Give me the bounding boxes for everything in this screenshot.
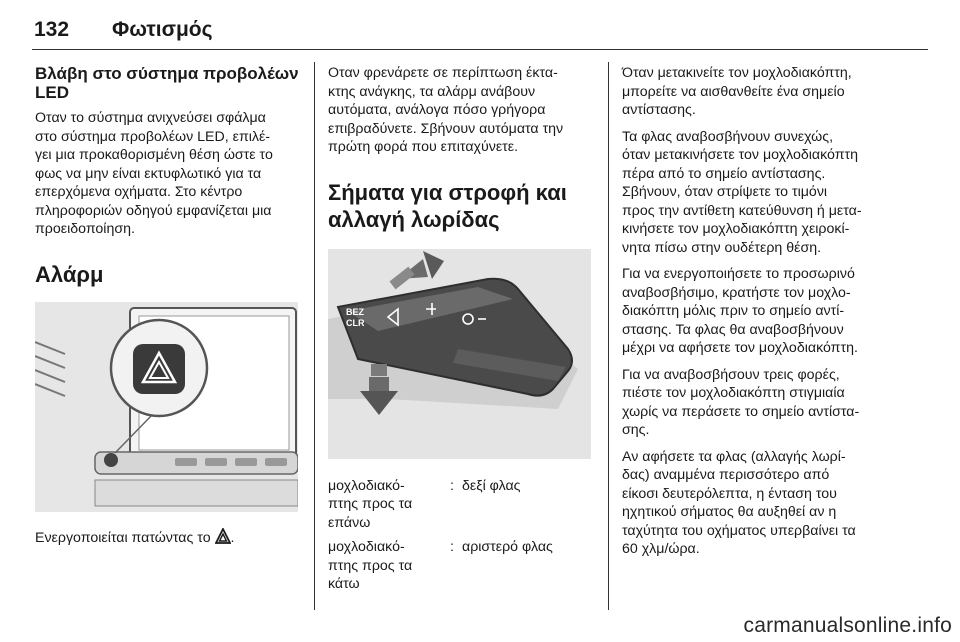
heading-turn-signals-line-2: αλλαγή λωρίδας bbox=[328, 206, 500, 232]
heading-alarm: Αλάρμ bbox=[35, 261, 104, 287]
text-line: κάτω bbox=[328, 576, 360, 592]
text-line: προς την αντίθετη κατεύθυνση ή μετα- bbox=[622, 202, 862, 219]
text-line: Αν αφήσετε τα φλας (αλλαγής λωρί- bbox=[622, 448, 846, 465]
column-1 bbox=[35, 64, 303, 549]
text-line: πρώτη φορά που επιταχύνετε. bbox=[328, 139, 519, 155]
text-line: στασης. Τα φλας θα αναβοσβήνουν bbox=[622, 321, 844, 338]
definition-colon: : bbox=[450, 477, 454, 494]
paragraph-three-flashes bbox=[622, 366, 912, 440]
text-line: Για να αναβοσβήσουν τρεις φορές, bbox=[622, 366, 840, 383]
heading-led-fault bbox=[35, 64, 303, 102]
text-line: πληροφοριών οδηγού εμφανίζεται μια bbox=[35, 202, 272, 219]
text-line: νητα πίσω στην ουδέτερη θέση. bbox=[622, 239, 822, 256]
text-line: πιέστε τον μοχλοδιακόπτη στιγμιαία bbox=[622, 385, 845, 401]
hazard-switch-illustration bbox=[35, 302, 298, 512]
running-title: Φωτισμός bbox=[112, 18, 213, 41]
text-line: όταν μετακινήσετε τον μοχλοδιακόπτη bbox=[622, 147, 858, 163]
stalk-label-bez: BEZ bbox=[346, 306, 364, 317]
text-line: μοχλοδιακό- bbox=[328, 539, 405, 555]
text-line: Τα φλας αναβοσβήνουν συνεχώς, bbox=[622, 128, 834, 145]
stalk-label-clr: CLR bbox=[346, 317, 365, 328]
definition-term bbox=[328, 538, 438, 594]
text-line: είκοσι δευτερόλεπτα, η ένταση του bbox=[622, 485, 837, 502]
heading-turn-signals-line-1: Σήματα για στροφή και bbox=[328, 179, 567, 205]
text-line: μπορείτε να αισθανθείτε ένα σημείο bbox=[622, 83, 845, 100]
text-line: επάνω bbox=[328, 514, 371, 531]
heading-led-fault-line-2: LED bbox=[35, 83, 69, 102]
dashboard-hazard-drawing bbox=[35, 302, 298, 512]
definition-colon: : bbox=[450, 539, 454, 555]
definition-term bbox=[328, 477, 438, 533]
text-line: στο σύστημα προβολέων LED, επιλέ- bbox=[35, 128, 271, 145]
text-line: πτης προς τα bbox=[328, 557, 413, 574]
text-line: κινήσετε τον μοχλοδιακόπτη χειροκί- bbox=[622, 221, 850, 237]
column-2 bbox=[328, 64, 596, 600]
text-line: χωρίς να περάσετε το σημείο αντίστα- bbox=[622, 403, 860, 420]
text-line: δας) αναμμένα περισσότερο από bbox=[622, 467, 830, 483]
definition-desc: αριστερό φλας bbox=[462, 539, 553, 555]
text-line: επιβραδύνετε. Σβήνουν αυτόματα την bbox=[328, 120, 564, 137]
paragraph-warning-tone bbox=[622, 448, 912, 559]
text-line: 60 χλμ/ώρα. bbox=[622, 541, 700, 557]
text-line: γει μια προκαθορισμένη θέση ώστε το bbox=[35, 147, 273, 163]
turn-signal-lever-illustration bbox=[328, 249, 591, 459]
column-3 bbox=[622, 64, 912, 559]
watermark[interactable]: carmanualsonline.info bbox=[743, 614, 952, 637]
text-line: φως να μην είναι εκτυφλωτικό για τα bbox=[35, 165, 262, 182]
text-line: αναβοσβήσιμο, κρατήστε τον μοχλο- bbox=[622, 284, 851, 301]
header-rule bbox=[32, 49, 928, 50]
text-line: προειδοποίηση. bbox=[35, 221, 135, 237]
text-line: Οταν φρενάρετε σε περίπτωση έκτα- bbox=[328, 65, 558, 81]
lever-drawing bbox=[328, 249, 591, 459]
text-line: αντίστασης. bbox=[622, 102, 696, 118]
definition-row-up bbox=[328, 477, 596, 533]
text-line: διακόπτη μόλις πριν το σημείο αντί- bbox=[622, 303, 845, 319]
alarm-caption-text: Ενεργοποιείται πατώντας το bbox=[35, 529, 211, 546]
text-line: πτης προς τα bbox=[328, 496, 413, 512]
definition-row-down bbox=[328, 538, 596, 594]
definition-desc: δεξί φλας bbox=[462, 477, 521, 494]
text-line: ηχητικού σήματος θα αυξηθεί αν η bbox=[622, 504, 837, 520]
paragraph-continuous bbox=[622, 128, 912, 258]
text-line: Οταν το σύστημα ανιχνεύσει σφάλμα bbox=[35, 110, 266, 126]
heading-turn-signals bbox=[328, 179, 596, 233]
text-line: Όταν μετακινείτε τον μοχλοδιακόπτη, bbox=[622, 65, 852, 81]
text-line: ταχύτητα του οχήματος υπερβαίνει τα bbox=[622, 522, 856, 539]
paragraph-emergency-braking bbox=[328, 64, 596, 157]
hazard-warning-icon bbox=[215, 528, 231, 550]
paragraph-resistance bbox=[622, 64, 912, 120]
column-divider-1 bbox=[314, 62, 315, 610]
text-line: πέρα από το σημείο αντίστασης. bbox=[622, 165, 826, 182]
text-line: σης. bbox=[622, 422, 650, 438]
text-line: μέχρι να αφήσετε τον μοχλοδιακόπτη. bbox=[622, 340, 858, 356]
text-line: επερχόμενα οχήματα. Στο κέντρο bbox=[35, 184, 243, 200]
page-number: 132 bbox=[34, 18, 70, 41]
text-line: Για να ενεργοποιήσετε το προσωρινό bbox=[622, 266, 855, 282]
text-line: κτης ανάγκης, τα αλάρμ ανάβουν bbox=[328, 83, 536, 100]
alarm-caption: Ενεργοποιείται πατώντας το . bbox=[35, 528, 303, 550]
heading-led-fault-line-1: Βλάβη στο σύστημα προβολέων bbox=[35, 64, 299, 83]
paragraph-led-fault bbox=[35, 109, 303, 239]
text-line: μοχλοδιακό- bbox=[328, 477, 405, 494]
text-line: Σβήνουν, όταν στρίψετε το τιμόνι bbox=[622, 184, 828, 200]
turn-signal-definitions bbox=[328, 477, 596, 594]
paragraph-temporary bbox=[622, 265, 912, 358]
column-divider-2 bbox=[608, 62, 609, 610]
text-line: αυτόματα, ανάλογα πόσο γρήγορα bbox=[328, 102, 546, 118]
